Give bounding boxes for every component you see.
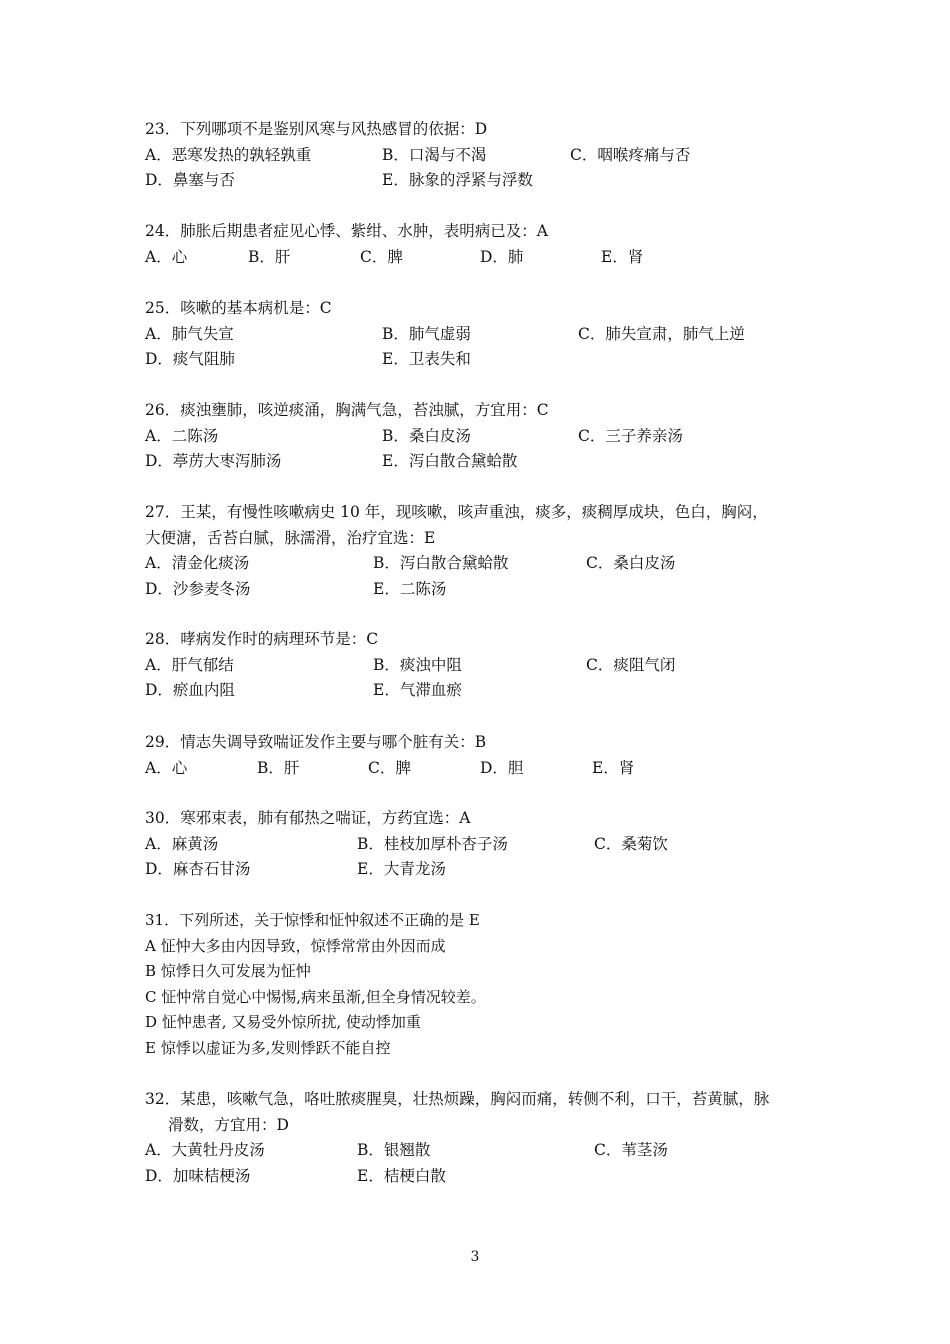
option-a: A．二陈汤 bbox=[145, 426, 219, 445]
options-row-1 bbox=[145, 322, 825, 348]
option-d: D．鼻塞与否 bbox=[145, 171, 235, 189]
options-row-1 bbox=[145, 245, 825, 271]
options-row-2 bbox=[145, 577, 825, 603]
question-stem-line-2: 滑数，方宜用：D bbox=[168, 1115, 289, 1134]
question-stem-line-1: 32．某患，咳嗽气急，咯吐脓痰腥臭，壮热烦躁，胸闷而痛，转侧不利，口干，苔黄腻，脉 bbox=[145, 1090, 770, 1108]
options-row-1 bbox=[145, 653, 825, 679]
question-stem-line-2: 大便溏，舌苔白腻，脉濡滑，治疗宜选：E bbox=[145, 528, 436, 547]
option-c: C．肺失宣肃，肺气上逆 bbox=[578, 324, 745, 343]
option-c: C．三子养亲汤 bbox=[578, 426, 683, 445]
option-e: E．泻白散合黛蛤散 bbox=[382, 452, 518, 470]
option-d: D．肺 bbox=[480, 247, 524, 266]
options-row-2 bbox=[145, 678, 825, 704]
option-a: A．肺气失宣 bbox=[145, 324, 234, 343]
option-d: D．葶苈大枣泻肺汤 bbox=[145, 452, 282, 470]
option-b: B 惊悸日久可发展为怔忡 bbox=[145, 962, 311, 980]
option-c: C．痰阻气闭 bbox=[586, 655, 676, 674]
option-c: C．咽喉疼痛与否 bbox=[570, 145, 691, 164]
option-b: B．桑白皮汤 bbox=[382, 426, 471, 445]
question-29 bbox=[145, 730, 825, 781]
option-e: E．二陈汤 bbox=[373, 579, 447, 598]
question-26 bbox=[145, 398, 825, 475]
option-a: A．清金化痰汤 bbox=[145, 554, 250, 572]
question-25 bbox=[145, 296, 825, 373]
question-stem: 29．情志失调导致喘证发作主要与哪个脏有关：B bbox=[145, 733, 487, 751]
question-stem: 28．哮病发作时的病理环节是：C bbox=[145, 630, 379, 648]
option-b: B．桂枝加厚朴杏子汤 bbox=[357, 834, 508, 853]
option-a: A．麻黄汤 bbox=[145, 834, 219, 853]
option-b: B．泻白散合黛蛤散 bbox=[373, 554, 509, 572]
option-b: B．口渴与不渴 bbox=[382, 145, 487, 164]
question-32 bbox=[145, 1087, 825, 1189]
options-row-2 bbox=[145, 347, 825, 373]
option-c: C．桑菊饮 bbox=[594, 834, 668, 853]
option-e: E．桔梗白散 bbox=[357, 1166, 446, 1185]
options-row-2 bbox=[145, 449, 825, 475]
option-b: B．银翘散 bbox=[357, 1141, 431, 1159]
question-30 bbox=[145, 806, 825, 883]
question-31 bbox=[145, 908, 825, 1061]
question-24 bbox=[145, 219, 825, 270]
options-row-1 bbox=[145, 1138, 825, 1164]
option-a: A．恶寒发热的孰轻孰重 bbox=[145, 145, 312, 164]
option-b: B．肺气虚弱 bbox=[382, 324, 471, 343]
option-d: D．胆 bbox=[480, 758, 524, 777]
option-e: E．卫表失和 bbox=[382, 350, 471, 368]
options-row-1 bbox=[145, 756, 825, 782]
option-c: C．桑白皮汤 bbox=[586, 554, 676, 572]
option-a: A．肝气郁结 bbox=[145, 655, 234, 674]
options-row-2 bbox=[145, 857, 825, 883]
option-e: E．肾 bbox=[601, 247, 644, 266]
option-b: B．肝 bbox=[248, 247, 291, 266]
question-23 bbox=[145, 117, 825, 194]
option-e: E．大青龙汤 bbox=[357, 860, 446, 878]
option-d: D．沙参麦冬汤 bbox=[145, 579, 251, 598]
option-b: B．肝 bbox=[257, 758, 300, 777]
question-stem-line-1: 27．王某，有慢性咳嗽病史 10 年，现咳嗽，咳声重浊，痰多，痰稠厚成块，色白，胸闷， bbox=[145, 503, 768, 521]
options-row-2 bbox=[145, 168, 825, 194]
question-28 bbox=[145, 627, 825, 704]
option-c: C．苇茎汤 bbox=[594, 1141, 668, 1159]
option-e: E 惊悸以虚证为多,发则悸跃不能自控 bbox=[145, 1038, 391, 1057]
question-stem: 24．肺胀后期患者症见心悸、紫绀、水肿，表明病已及：A bbox=[145, 222, 548, 240]
option-d: D．痰气阻肺 bbox=[145, 350, 235, 368]
option-b: B．痰浊中阻 bbox=[373, 655, 462, 674]
option-a: A．心 bbox=[145, 247, 188, 266]
question-stem: 26．痰浊壅肺，咳逆痰涌，胸满气急，苔浊腻，方宜用：C bbox=[145, 401, 549, 419]
question-27 bbox=[145, 500, 825, 602]
option-e: E．气滞血瘀 bbox=[373, 681, 462, 699]
option-d: D．瘀血内阻 bbox=[145, 681, 235, 699]
option-d: D 怔忡患者, 又易受外惊所扰, 使动悸加重 bbox=[145, 1013, 421, 1031]
option-a: A 怔忡大多由内因导致，惊悸常常由外因而成 bbox=[145, 936, 446, 955]
option-a: A．大黄牡丹皮汤 bbox=[145, 1141, 265, 1159]
option-e: E．脉象的浮紧与浮数 bbox=[382, 171, 533, 189]
option-d: D．加味桔梗汤 bbox=[145, 1166, 251, 1185]
options-row-1 bbox=[145, 424, 825, 450]
question-stem: 23．下列哪项不是鉴别风寒与风热感冒的依据：D bbox=[145, 120, 488, 138]
option-c: C 怔忡常自觉心中惕惕,病来虽渐,但全身情况较差。 bbox=[145, 987, 486, 1006]
question-stem: 25．咳嗽的基本病机是：C bbox=[145, 299, 332, 317]
options-row-1 bbox=[145, 143, 825, 169]
options-row-2 bbox=[145, 1164, 825, 1190]
question-stem: 31．下列所述，关于惊悸和怔忡叙述不正确的是 E bbox=[145, 911, 480, 929]
option-d: D．麻杏石甘汤 bbox=[145, 860, 251, 878]
options-row-1 bbox=[145, 551, 825, 577]
option-a: A．心 bbox=[145, 758, 188, 777]
option-e: E．肾 bbox=[592, 758, 635, 777]
option-c: C．脾 bbox=[368, 758, 411, 777]
question-stem: 30．寒邪束表，肺有郁热之喘证，方药宜选：A bbox=[145, 809, 471, 827]
option-c: C．脾 bbox=[360, 247, 403, 266]
options-row-1 bbox=[145, 832, 825, 858]
page-number: 3 bbox=[470, 1249, 480, 1265]
